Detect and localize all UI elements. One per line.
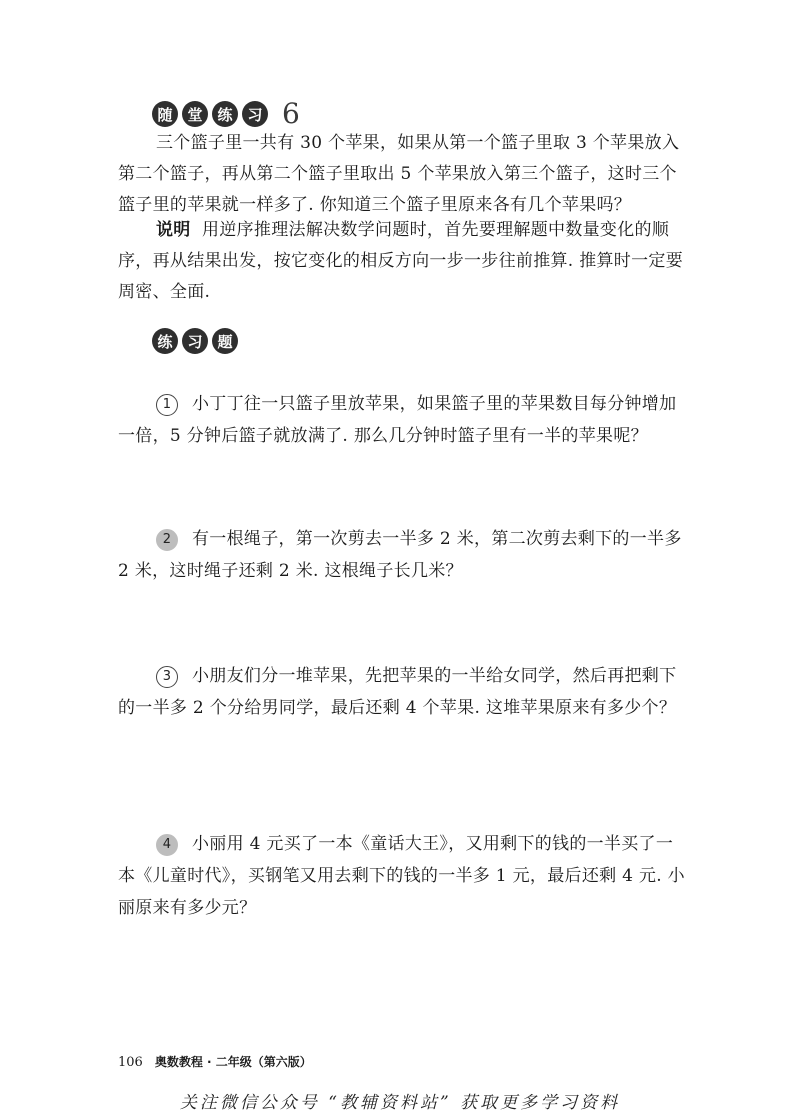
exercise-problem	[118, 660, 688, 724]
heading-char: 随	[152, 101, 178, 127]
problem-number-badge: 4	[156, 834, 178, 856]
page-footer	[118, 1053, 312, 1070]
page-number: 106	[118, 1055, 143, 1070]
heading-char: 题	[212, 328, 238, 354]
example-problem: 三个篮子里一共有 30 个苹果，如果从第一个篮子里取 3 个苹果放入第二个篮子，再从第二个篮子里取出 5 个苹果放入第三个篮子，这时三个篮子里的苹果就一样多了. 你知道三个篮子里原来各有几个苹果吗？	[118, 133, 680, 215]
exercise-problem	[118, 828, 688, 924]
heading-char: 习	[182, 328, 208, 354]
note-label: 说明	[156, 220, 191, 240]
example-note	[118, 215, 688, 308]
practice-number: 6	[282, 97, 300, 130]
problem-number-badge: 1	[156, 394, 178, 416]
exercises-heading	[152, 328, 242, 354]
heading-char: 习	[242, 101, 268, 127]
watermark-text: 关注微信公众号 “教辅资料站” 获取更多学习资料	[179, 1093, 621, 1113]
heading-char: 练	[212, 101, 238, 127]
problem-text: 小朋友们分一堆苹果，先把苹果的一半给女同学，然后再把剩下的一半多 2 个分给男同学，最后还剩 4 个苹果. 这堆苹果原来有多少个？	[118, 666, 677, 718]
heading-char: 堂	[182, 101, 208, 127]
problem-number-badge: 3	[156, 666, 178, 688]
problem-text: 小丽用 4 元买了一本《童话大王》，又用剩下的钱的一半买了一本《儿童时代》，买钢笔又用去剩下的钱的一半多 1 元，最后还剩 4 元. 小丽原来有多少元？	[118, 834, 685, 918]
practice-heading	[152, 97, 300, 130]
note-text: 用逆序推理法解决数学问题时，首先要理解题中数量变化的顺序，再从结果出发，按它变化的相反方向一步一步往前推算. 推算时一定要周密、全面.	[118, 220, 684, 302]
book-title: 奥数教程 · 二年级（第六版）	[154, 1055, 312, 1069]
problem-number-badge: 2	[156, 529, 178, 551]
exercise-problem	[118, 388, 688, 452]
heading-char: 练	[152, 328, 178, 354]
problem-text: 有一根绳子，第一次剪去一半多 2 米，第二次剪去剩下的一半多 2 米，这时绳子还剩 2 米. 这根绳子长几米？	[118, 529, 682, 581]
problem-text: 小丁丁往一只篮子里放苹果，如果篮子里的苹果数目每分钟增加一倍，5 分钟后篮子就放满了. 那么几分钟时篮子里有一半的苹果呢？	[118, 394, 677, 446]
exercise-problem	[118, 523, 688, 587]
